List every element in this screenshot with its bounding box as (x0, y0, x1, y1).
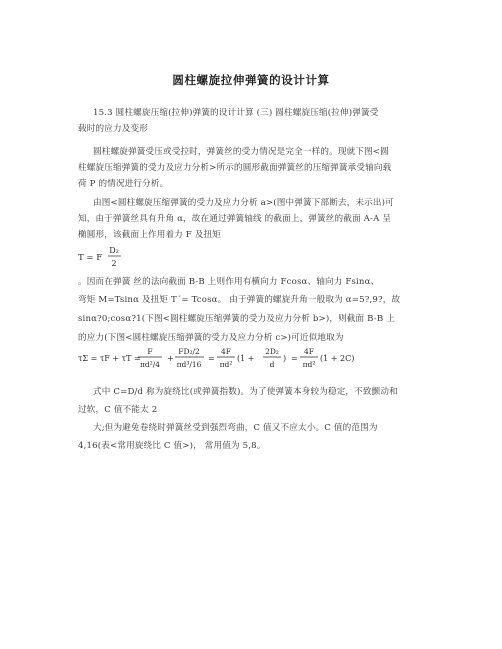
stress-term2-denominator: πd³/16 (176, 360, 202, 369)
paragraph-line: 式中 C=D/d 称为旋绕比(或弹簧指数)。为了使弹簧本身较为稳定，不致颤动和 (93, 387, 398, 397)
stress-term1-numerator: F (147, 347, 153, 356)
paragraph-line: sinα?0;cosα?1(下图<圆柱螺旋压缩弹簧的受力及应力分析 b>)，则截面 B-B 上 (78, 314, 395, 324)
stress-term3-inner-denominator: d (269, 360, 275, 369)
paragraph-line: 知，由于弹簧丝具有升角 α，故在通过弹簧轴线 的截面上，弹簧丝的截面 A-A 呈 (78, 214, 392, 224)
paragraph-line: 4,16(表<常用旋绕比 C 值>)， 常用值为 5,8。 (78, 441, 266, 451)
paragraph-line: 。因而在弹簧 丝的法向截面 B-B 上则作用有横向力 Fcosα、轴向力 Fsinα、 (78, 277, 380, 287)
stress-term2-numerator: FD₂/2 (178, 347, 200, 356)
document-title: 圆柱螺旋拉伸弹簧的设计计算 (172, 73, 330, 87)
paragraph-line: 柱螺旋压缩弹簧的受力及应力分析>所示的圆形截面弹簧丝的压缩弹簧承受轴向载 (78, 163, 392, 173)
stress-term4-paren: (1 + 2C) (320, 354, 355, 363)
plus-sign: + (167, 354, 174, 363)
paragraph-line: 弯矩 M=Tsinα 及扭矩 T´= Tcosα。 由于弹簧的螺旋升角一般取为 α=5?,9?，故 (78, 295, 401, 305)
equals-sign: = (291, 354, 298, 363)
paragraph-line: 椭圆形，该截面上作用着力 F 及扭矩 (78, 230, 222, 240)
torque-formula (78, 244, 168, 272)
equals-sign: = (208, 354, 215, 363)
torque-formula-graphic (78, 244, 168, 272)
stress-term3-close: ) (283, 354, 287, 363)
stress-term1-denominator: πd²/4 (139, 360, 161, 369)
stress-term3-denominator: πd² (219, 360, 233, 369)
paragraph-line: 大;但为避免卷绕时弹簧丝受到强烈弯曲，C 值又不应太小。C 值的范围为 (93, 423, 378, 433)
paragraph-line: 过软，C 值不能太 2 (78, 405, 158, 415)
paragraph-line: 圆柱螺旋弹簧受压或受拉时，弹簧丝的受力情况是完全一样的。现就下图<圆 (93, 147, 389, 157)
stress-formula-graphic (78, 344, 418, 374)
paragraph-line: 由图<圆柱螺旋压缩弹簧的受力及应力分析 a>(图中弹簧下部断去，未示出)可 (93, 198, 394, 208)
paragraph-line: 载时的应力及变形 (78, 124, 148, 134)
stress-term3-paren: (1 + (237, 354, 255, 363)
stress-formula (78, 344, 418, 374)
paragraph-line: 15.3 圆柱螺旋压缩(拉伸)弹簧的设计计算 (三) 圆柱螺旋压缩(拉伸)弹簧受 (93, 108, 379, 118)
stress-term4-numerator: 4F (304, 347, 314, 356)
paragraph-line: 荷 P 的情况进行分析。 (78, 179, 169, 189)
paragraph-line: 的应力(下图<圆柱螺旋压缩弹簧的受力及应力分析 c>)可近似地取为 (78, 333, 344, 343)
stress-term3-inner-numerator: 2D₂ (265, 347, 279, 356)
torque-formula-lhs: T = F (78, 253, 103, 263)
torque-formula-numerator: D₂ (109, 246, 119, 255)
stress-formula-lhs: τΣ = τF + τT = (78, 354, 141, 363)
stress-term4-denominator: πd² (302, 360, 316, 369)
stress-term3-numerator: 4F (221, 347, 231, 356)
torque-formula-denominator: 2 (111, 259, 117, 268)
